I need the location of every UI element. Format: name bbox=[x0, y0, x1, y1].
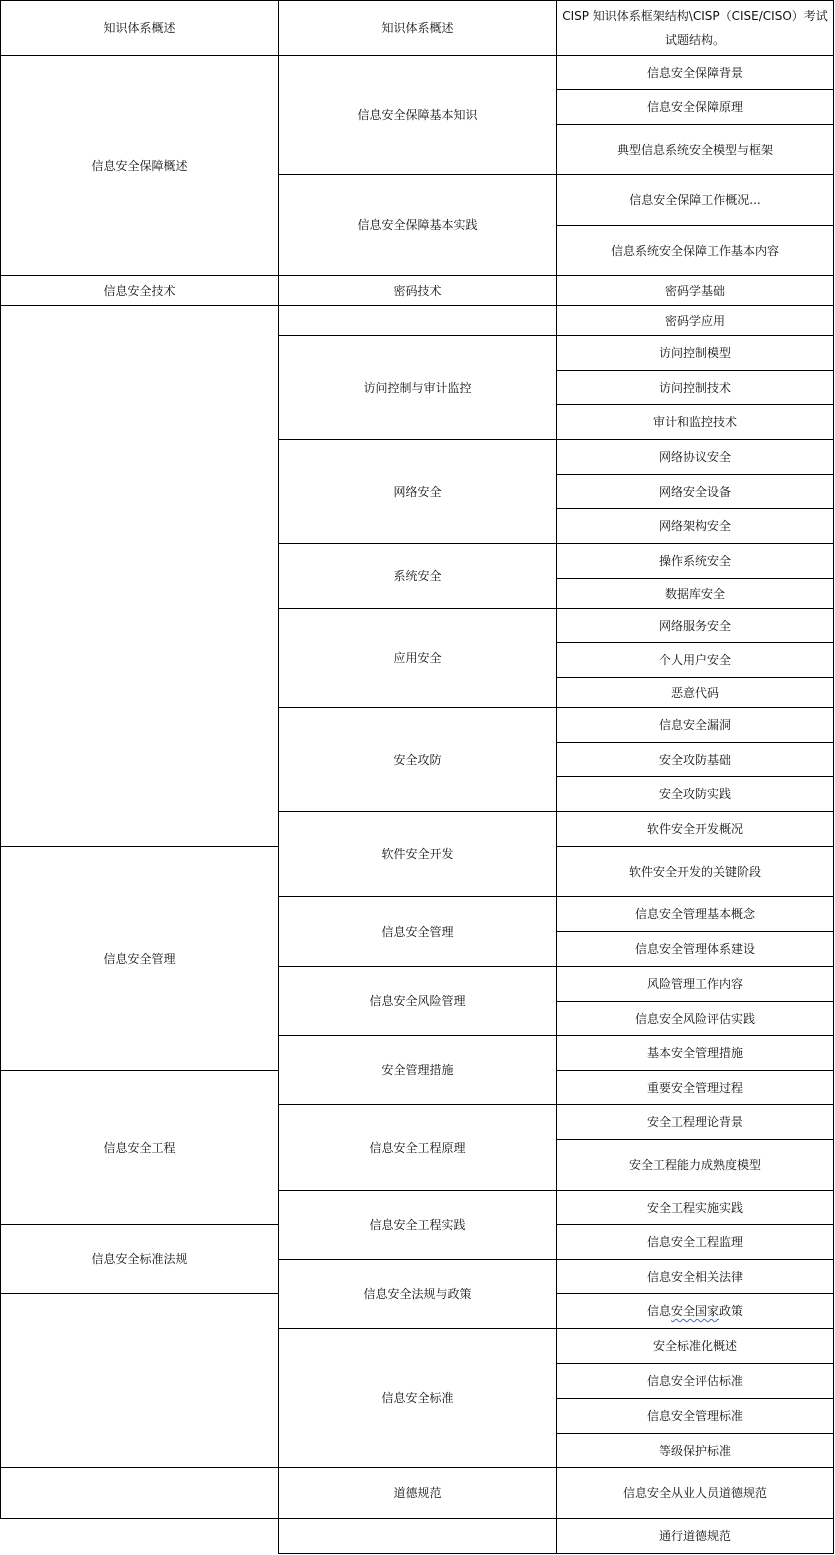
subarea-cell-text: 信息安全工程原理 bbox=[369, 1140, 466, 1155]
subarea-cell-text: 密码技术 bbox=[393, 283, 442, 298]
topic-cell bbox=[556, 439, 834, 475]
topic-cell bbox=[556, 89, 834, 125]
topic-cell bbox=[556, 1467, 834, 1519]
subarea-cell bbox=[278, 305, 557, 336]
topic-cell bbox=[556, 707, 834, 743]
topic-cell bbox=[556, 174, 834, 226]
area-cell-text: 信息安全保障概述 bbox=[91, 158, 188, 173]
subarea-cell bbox=[278, 1190, 557, 1260]
subarea-cell bbox=[278, 335, 557, 440]
topic-cell bbox=[556, 335, 834, 371]
topic-cell-text: 信息安全工程监理 bbox=[646, 1235, 743, 1249]
topic-cell-text: 信息安全保障原理 bbox=[646, 100, 743, 114]
topic-cell-text: 基本安全管理措施 bbox=[646, 1046, 743, 1060]
topic-cell-text: 软件安全开发概况 bbox=[646, 822, 743, 836]
subarea-cell-text: 信息安全标准 bbox=[381, 1391, 454, 1405]
subarea-cell-text: 访问控制与审计监控 bbox=[363, 380, 472, 395]
subarea-cell-text: 网络安全 bbox=[393, 484, 442, 499]
topic-cell-text: 信息安全保障背景 bbox=[646, 65, 743, 80]
topic-cell bbox=[556, 404, 834, 440]
topic-cell bbox=[556, 966, 834, 1002]
topic-cell bbox=[556, 1518, 834, 1554]
header-cell-1 bbox=[0, 0, 279, 56]
subarea-cell bbox=[278, 55, 557, 175]
header-cell-2 bbox=[278, 0, 557, 56]
area-cell bbox=[0, 846, 279, 1071]
subarea-cell bbox=[278, 707, 557, 812]
topic-cell-text: 通行道德规范 bbox=[658, 1529, 731, 1543]
topic-cell bbox=[556, 55, 834, 90]
topic-cell bbox=[556, 811, 834, 847]
subarea-cell bbox=[278, 439, 557, 544]
topic-cell bbox=[556, 1104, 834, 1140]
topic-cell-text: 安全攻防实践 bbox=[658, 787, 731, 801]
topic-cell-text: 数据库安全 bbox=[664, 586, 725, 601]
topic-cell-text: 网络协议安全 bbox=[658, 450, 731, 464]
topic-cell-text: 典型信息系统安全模型与框架 bbox=[616, 142, 773, 157]
subarea-cell-text: 信息安全保障基本实践 bbox=[357, 218, 478, 232]
topic-cell-text: 网络架构安全 bbox=[658, 519, 731, 533]
topic-cell-text: 访问控制模型 bbox=[658, 346, 731, 360]
subarea-cell bbox=[278, 1104, 557, 1191]
topic-cell-text: 信息安全国家政策 bbox=[646, 1304, 744, 1318]
topic-cell-text: 安全工程理论背景 bbox=[646, 1115, 743, 1129]
subarea-cell-text: 系统安全 bbox=[393, 569, 442, 583]
topic-cell bbox=[556, 1293, 834, 1329]
spellcheck-underline: 安全国家 bbox=[670, 1304, 719, 1318]
topic-cell bbox=[556, 931, 834, 967]
topic-cell bbox=[556, 1001, 834, 1036]
topic-cell-text: 重要安全管理过程 bbox=[646, 1080, 743, 1095]
topic-cell-text: 信息安全保障工作概况... bbox=[629, 193, 761, 207]
topic-cell bbox=[556, 896, 834, 932]
topic-cell-text: 信息安全相关法律 bbox=[646, 1269, 743, 1284]
subarea-cell bbox=[278, 966, 557, 1036]
area-cell bbox=[0, 1070, 279, 1225]
topic-cell-text: 安全标准化概述 bbox=[652, 1339, 737, 1353]
topic-cell bbox=[556, 677, 834, 708]
subarea-cell-text: 软件安全开发 bbox=[381, 847, 454, 861]
area-cell bbox=[0, 1293, 279, 1468]
topic-cell bbox=[556, 846, 834, 897]
topic-cell-text: 访问控制技术 bbox=[658, 380, 731, 395]
subarea-cell bbox=[278, 174, 557, 276]
topic-cell bbox=[556, 1190, 834, 1225]
subarea-cell bbox=[278, 1328, 557, 1468]
topic-cell bbox=[556, 1259, 834, 1294]
topic-cell-text: 信息安全从业人员道德规范 bbox=[622, 1486, 767, 1500]
subarea-cell bbox=[278, 1518, 557, 1554]
header-cell-3-text: CISP 知识体系框架结构\CISP（CISE/CISO）考试试题结构。 bbox=[562, 9, 828, 47]
topic-cell-text: 信息安全管理标准 bbox=[646, 1409, 743, 1423]
subarea-cell bbox=[278, 543, 557, 609]
subarea-cell bbox=[278, 811, 557, 897]
topic-cell bbox=[556, 608, 834, 643]
subarea-cell bbox=[278, 1259, 557, 1329]
header-cell-1-text: 知识体系概述 bbox=[103, 21, 176, 35]
topic-cell-text: 软件安全开发的关键阶段 bbox=[628, 864, 761, 879]
area-cell bbox=[0, 305, 279, 847]
area-cell bbox=[0, 1467, 279, 1519]
subarea-cell-text: 信息安全保障基本知识 bbox=[357, 108, 478, 122]
header-cell-2-text: 知识体系概述 bbox=[381, 21, 454, 35]
area-cell bbox=[0, 275, 279, 306]
topic-cell-text: 密码学基础 bbox=[664, 283, 725, 298]
topic-cell bbox=[556, 1070, 834, 1105]
topic-cell-text: 恶意代码 bbox=[670, 685, 719, 700]
header-cell-3 bbox=[556, 0, 834, 56]
area-cell-text: 信息安全工程 bbox=[103, 1140, 176, 1155]
topic-cell bbox=[556, 742, 834, 777]
topic-cell-text: 网络服务安全 bbox=[658, 618, 731, 633]
topic-cell bbox=[556, 1139, 834, 1191]
subarea-cell-text: 安全攻防 bbox=[393, 752, 442, 767]
subarea-cell bbox=[278, 896, 557, 967]
topic-cell bbox=[556, 543, 834, 579]
topic-cell-text: 等级保护标准 bbox=[658, 1443, 731, 1458]
topic-cell-text: 审计和监控技术 bbox=[652, 415, 737, 429]
topic-cell-text: 信息系统安全保障工作基本内容 bbox=[610, 243, 779, 258]
topic-cell-text: 个人用户安全 bbox=[658, 653, 731, 667]
subarea-cell-text: 信息安全工程实践 bbox=[369, 1218, 466, 1232]
topic-cell-text: 操作系统安全 bbox=[658, 554, 731, 568]
topic-cell bbox=[556, 474, 834, 509]
topic-cell-text: 安全工程实施实践 bbox=[646, 1200, 743, 1215]
topic-cell bbox=[556, 225, 834, 276]
subarea-cell-text: 信息安全法规与政策 bbox=[363, 1287, 472, 1301]
topic-cell-text: 密码学应用 bbox=[664, 313, 725, 328]
topic-cell-text: 安全攻防基础 bbox=[658, 752, 731, 767]
topic-cell-text: 信息安全风险评估实践 bbox=[634, 1011, 755, 1026]
topic-cell-text: 信息安全管理基本概念 bbox=[634, 907, 755, 921]
topic-cell-text: 风险管理工作内容 bbox=[646, 977, 743, 991]
topic-cell bbox=[556, 642, 834, 678]
topic-cell bbox=[556, 1328, 834, 1364]
subarea-cell-text: 应用安全 bbox=[393, 651, 442, 665]
subarea-cell bbox=[278, 275, 557, 306]
area-cell-text: 信息安全标准法规 bbox=[91, 1252, 188, 1266]
topic-cell bbox=[556, 305, 834, 336]
topic-cell bbox=[556, 1363, 834, 1399]
topic-cell bbox=[556, 508, 834, 544]
topic-cell bbox=[556, 1224, 834, 1260]
area-cell-text: 信息安全管理 bbox=[103, 951, 176, 966]
topic-cell-text: 信息安全评估标准 bbox=[646, 1374, 743, 1388]
subarea-cell-text: 安全管理措施 bbox=[381, 1063, 454, 1077]
topic-cell bbox=[556, 1398, 834, 1434]
area-cell-text: 信息安全技术 bbox=[103, 283, 176, 298]
topic-cell bbox=[556, 776, 834, 812]
subarea-cell-text: 信息安全管理 bbox=[381, 924, 454, 939]
area-cell bbox=[0, 1224, 279, 1294]
topic-cell-text: 信息安全管理体系建设 bbox=[634, 942, 755, 956]
subarea-cell-text: 道德规范 bbox=[393, 1486, 442, 1500]
topic-cell bbox=[556, 578, 834, 609]
topic-cell bbox=[556, 1433, 834, 1468]
subarea-cell bbox=[278, 1467, 557, 1519]
area-cell bbox=[0, 55, 279, 276]
topic-cell bbox=[556, 1035, 834, 1071]
topic-cell bbox=[556, 275, 834, 306]
topic-cell bbox=[556, 370, 834, 405]
subarea-cell bbox=[278, 1035, 557, 1105]
subarea-cell-text: 信息安全风险管理 bbox=[369, 994, 466, 1008]
topic-cell-text: 网络安全设备 bbox=[658, 484, 731, 499]
subarea-cell bbox=[278, 608, 557, 708]
topic-cell-text: 安全工程能力成熟度模型 bbox=[628, 1158, 761, 1172]
topic-cell-text: 信息安全漏洞 bbox=[658, 718, 731, 732]
topic-cell bbox=[556, 124, 834, 175]
